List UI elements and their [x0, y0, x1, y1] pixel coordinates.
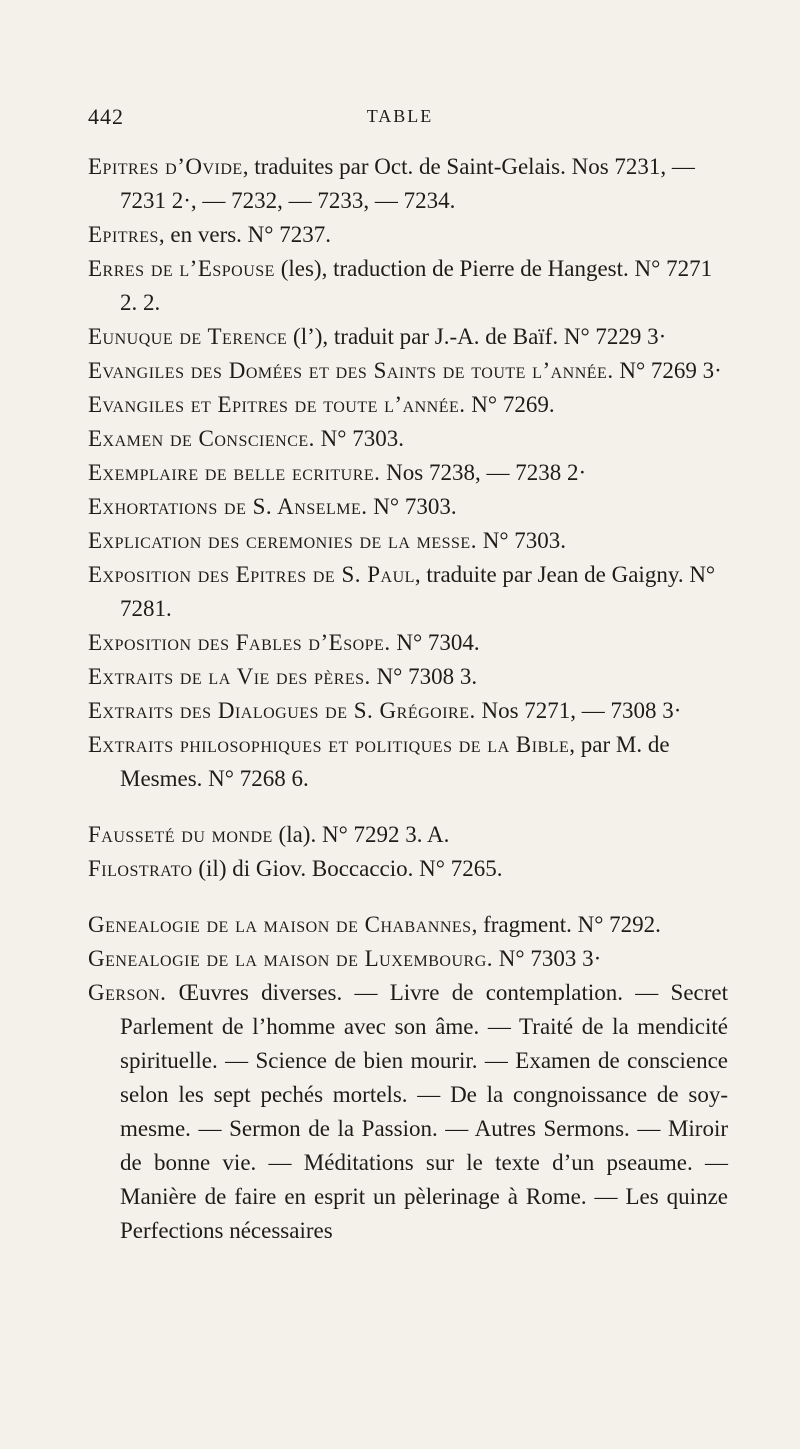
entry-title: Eunuque de Terence	[88, 324, 288, 349]
entry-title: Epitres	[88, 222, 159, 247]
entry-text: N° 7303.	[476, 528, 567, 553]
entry-text: Œuvres diverses. — Livre de contemplation. — Secret Parlement de l’homme avec son âme. — Traité de la mendicité spirituelle. — Science de bien mourir. — Examen de conscience selon les sept pechés mortels. — De la congnoissance de soy-mesme. — Sermon de la Passion. — Autres Sermons. — Miroir de bonne vie. — Méditations sur le texte d’un pseaume. — Manière de faire en esprit un pèlerinage à Rome. — Les quinze Perfections nécessaires	[120, 980, 728, 1243]
index-entry	[88, 490, 728, 524]
entry-title: Examen de Conscience.	[88, 426, 315, 451]
entry-text: , fragment. N° 7292.	[471, 912, 661, 937]
entry-title: Explication des ceremonies de la messe.	[88, 528, 477, 553]
index-entry	[88, 694, 728, 728]
entry-title: Exposition des Epitres de S. Paul	[88, 562, 415, 587]
index-entry	[88, 320, 728, 354]
entry-title: Exemplaire de belle ecriture.	[88, 460, 381, 485]
entry-title: Exposition des Fables d’Esope.	[88, 630, 391, 655]
index-entry	[88, 626, 728, 660]
page-number: 442	[88, 104, 124, 129]
index-entry	[88, 660, 728, 694]
index-entry	[88, 558, 728, 626]
entry-text: Nos 7238, — 7238 2·	[380, 460, 587, 485]
index-entry	[88, 976, 728, 1248]
entry-text: N° 7303 3·	[493, 946, 602, 971]
entry-title: Exhortations de S. Anselme.	[88, 494, 368, 519]
entry-text: (il) di Giov. Boccaccio. N° 7265.	[192, 856, 503, 881]
index-entry	[88, 422, 728, 456]
index-entry	[88, 354, 728, 388]
index-entry	[88, 818, 728, 852]
entry-text: Nos 7271, — 7308 3·	[475, 698, 682, 723]
entry-text: N° 7304.	[390, 630, 480, 655]
entry-title: Genealogie de la maison de Chabannes	[88, 912, 472, 937]
entry-title: Extraits des Dialogues de S. Grégoire.	[88, 698, 476, 723]
index-entry	[88, 388, 728, 422]
index-entry	[88, 524, 728, 558]
index-entries	[88, 150, 728, 1248]
entry-text: N° 7303.	[367, 494, 457, 519]
entry-title: Gerson.	[88, 980, 167, 1005]
entry-text: , traduite par Jean de Gaigny. N° 7281.	[120, 562, 716, 621]
index-entry	[88, 218, 728, 252]
entry-text: N° 7303.	[314, 426, 404, 451]
entry-title: Epitres d’Ovide	[88, 154, 243, 179]
entry-text: (l’), traduit par J.-A. de Baïf. N° 7229 3·	[287, 324, 667, 349]
entry-title: Filostrato	[88, 856, 193, 881]
entry-text: N° 7308 3.	[370, 664, 478, 689]
index-entry	[88, 456, 728, 490]
entry-title: Erres de l’Espouse	[88, 256, 275, 281]
entry-title: Extraits philosophiques et politiques de la Bible	[88, 732, 570, 757]
index-entry	[88, 908, 728, 942]
entry-title: Evangiles et Epitres de toute l’année.	[88, 392, 466, 417]
page-header	[88, 104, 712, 134]
index-entry	[88, 728, 728, 796]
index-entry	[88, 252, 728, 320]
entry-text: (la). N° 7292 3. A.	[272, 822, 450, 847]
entry-text: N° 7269 3·	[613, 358, 722, 383]
entry-title: Evangiles des Domées et des Saints de toute l’année.	[88, 358, 614, 383]
entry-text: N° 7269.	[465, 392, 555, 417]
running-title: TABLE	[366, 106, 434, 126]
entry-title: Genealogie de la maison de Luxembourg.	[88, 946, 494, 971]
index-entry	[88, 942, 728, 976]
entry-text: (les), traduction de Pierre de Hangest. N° 7271 2. 2.	[120, 256, 713, 315]
entry-text: , en vers. N° 7237.	[158, 222, 331, 247]
index-entry	[88, 150, 728, 218]
entry-title: Extraits de la Vie des pères.	[88, 664, 371, 689]
entry-text: , par M. de Mesmes. N° 7268 6.	[120, 732, 670, 791]
entry-text: , traduites par Oct. de Saint-Gelais. Nos 7231, — 7231 2·, — 7232, — 7233, — 7234.	[120, 154, 695, 213]
index-entry	[88, 852, 728, 886]
entry-title: Fausseté du monde	[88, 822, 273, 847]
